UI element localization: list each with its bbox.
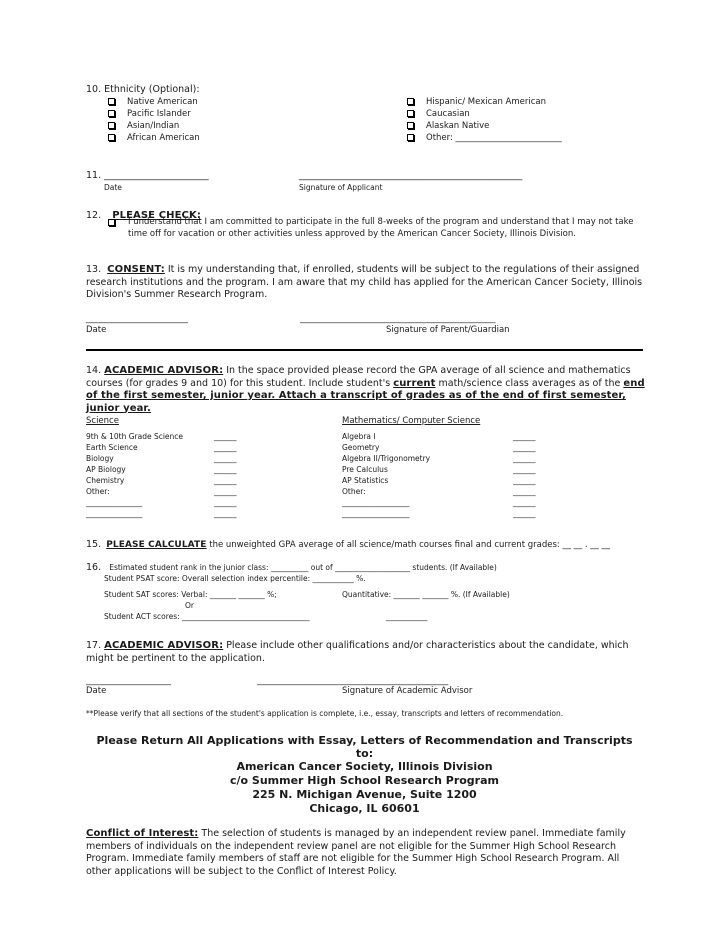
- act-score-blank[interactable]: ___________: [386, 612, 428, 621]
- math-column-heading: Mathematics/ Computer Science: [342, 416, 481, 426]
- section-divider: [86, 349, 643, 351]
- course-label: AP Biology: [86, 465, 126, 474]
- applicant-date-line[interactable]: 11. ______________________: [86, 170, 209, 181]
- grade-blank[interactable]: ______: [513, 465, 536, 474]
- grade-blank[interactable]: ______: [214, 498, 237, 507]
- course-label: Other:: [342, 487, 366, 496]
- advisor-qualifications: 17. ACADEMIC ADVISOR: Please include other qualifications and/or characteristics about the candidate, which might be pertinent to the application.: [86, 640, 629, 664]
- checkbox-icon[interactable]: [407, 110, 414, 117]
- course-blank-line[interactable]: __________________: [342, 509, 410, 518]
- checkbox-icon[interactable]: [108, 134, 115, 141]
- advisor-date-line[interactable]: ____________________: [86, 676, 171, 686]
- course-label: Chemistry: [86, 476, 125, 485]
- grade-blank[interactable]: ______: [513, 454, 536, 463]
- date-label: Date: [86, 325, 107, 335]
- course-label: AP Statistics: [342, 476, 389, 485]
- applicant-signature-label: Signature of Applicant: [299, 183, 383, 192]
- or-label: Or: [185, 601, 194, 610]
- grade-blank[interactable]: ______: [214, 454, 237, 463]
- ethnicity-option[interactable]: African American: [108, 133, 200, 143]
- ethnicity-option[interactable]: Pacific Islander: [108, 109, 191, 119]
- course-label: Algebra II/Trigonometry: [342, 454, 431, 463]
- course-label: Other:: [86, 487, 110, 496]
- course-label: 9th & 10th Grade Science: [86, 432, 184, 441]
- commitment-checkbox[interactable]: [108, 219, 115, 226]
- grade-blank[interactable]: ______: [214, 465, 237, 474]
- conflict-of-interest: Conflict of Interest: The selection of students is managed by an independent review panel. Immediate family members of individuals on the independent review panel are not eligible for the Summer High School Research Program. Immediate family members of staff are not eligible for the Summer High School Research Program. All other applications will be subject to the Conflict of Interest Policy.: [86, 828, 626, 877]
- date-label: Date: [104, 183, 122, 192]
- grade-blank[interactable]: ______: [214, 487, 237, 496]
- course-blank-line[interactable]: _______________: [86, 509, 143, 518]
- course-label: Geometry: [342, 443, 380, 452]
- course-label: Pre Calculus: [342, 465, 388, 474]
- advisor-signature-label: Signature of Academic Advisor: [342, 686, 473, 696]
- return-heading: Please Return All Applications with Essay, Letters of Recommendation and Transcripts to:: [96, 734, 633, 760]
- psat-score-line[interactable]: Student PSAT score: Overall selection index percentile: ___________ %.: [104, 574, 366, 583]
- grade-blank[interactable]: ______: [513, 476, 536, 485]
- consent-paragraph: 13. CONSENT: It is my understanding that, if enrolled, students will be subject to the regulations of their assigned research institutions and the program. I am aware that my child has applied for the American Cancer Society, Illinois Division's Summer Research Program.: [86, 264, 643, 300]
- course-label: Algebra I: [342, 432, 376, 441]
- checkbox-icon[interactable]: [407, 98, 414, 105]
- science-column-heading: Science: [86, 416, 119, 426]
- ethnicity-option[interactable]: Alaskan Native: [407, 121, 489, 131]
- address-line: Chicago, IL 60601: [309, 802, 420, 815]
- ethnicity-option[interactable]: Native American: [108, 97, 198, 107]
- grade-blank[interactable]: ______: [513, 443, 536, 452]
- address-line: c/o Summer High School Research Program: [229, 774, 499, 787]
- grade-blank[interactable]: ______: [513, 487, 536, 496]
- date-label: Date: [86, 686, 107, 696]
- ethnicity-option[interactable]: Other: _________________________: [407, 133, 562, 143]
- advisor-signature-line[interactable]: _____________________________________________: [257, 676, 449, 686]
- commitment-text: I understand that I am committed to participate in the full 8-weeks of the program and understand that I may not take time off for vacation or other activities unless approved by the American Cancer Society, Illinois Division.: [128, 217, 634, 239]
- sat-quantitative-line[interactable]: Quantitative: _______ _______ %. (If Available): [342, 590, 510, 599]
- course-label: Biology: [86, 454, 114, 463]
- ethnicity-option[interactable]: Hispanic/ Mexican American: [407, 97, 546, 107]
- course-label: Earth Science: [86, 443, 138, 452]
- grade-blank[interactable]: ______: [513, 509, 536, 518]
- checkbox-icon[interactable]: [108, 122, 115, 129]
- grade-blank[interactable]: ______: [513, 432, 536, 441]
- grade-blank[interactable]: ______: [214, 476, 237, 485]
- act-score-line[interactable]: Student ACT scores: __________________________________: [104, 612, 310, 621]
- checkbox-icon[interactable]: [407, 122, 414, 129]
- checkbox-icon[interactable]: [407, 134, 414, 141]
- checkbox-icon[interactable]: [108, 110, 115, 117]
- grade-blank[interactable]: ______: [513, 498, 536, 507]
- grade-blank[interactable]: ______: [214, 443, 237, 452]
- advisor-instructions: 14. ACADEMIC ADVISOR: In the space provided please record the GPA average of all science and mathematics courses (for grades 9 and 10) for this student. Include student's current math/science class averages as of the end of the first semester, junior year. Attach a transcript of grades as of the end of first semester, junior year.: [86, 365, 645, 414]
- parent-date-line[interactable]: ________________________: [86, 314, 188, 324]
- class-rank-line[interactable]: 16. Estimated student rank in the junior class: __________ out of ____________________ students. (If Available): [86, 562, 497, 573]
- grade-blank[interactable]: ______: [214, 509, 237, 518]
- ethnicity-heading: 10. Ethnicity (Optional):: [86, 84, 200, 95]
- parent-signature-line[interactable]: ______________________________________________: [300, 314, 496, 324]
- grade-blank[interactable]: ______: [214, 432, 237, 441]
- parent-signature-label: Signature of Parent/Guardian: [386, 325, 510, 335]
- address-line: 225 N. Michigan Avenue, Suite 1200: [252, 788, 477, 801]
- please-check-heading: 12. PLEASE CHECK:: [86, 210, 201, 221]
- applicant-signature-line[interactable]: _______________________________________________: [299, 170, 523, 181]
- sat-verbal-line[interactable]: Student SAT scores: Verbal: _______ _______ %;: [104, 590, 277, 599]
- gpa-calculation[interactable]: 15. PLEASE CALCULATE the unweighted GPA average of all science/math courses final and current grades: __ __ . __ __: [86, 539, 610, 550]
- checkbox-icon[interactable]: [108, 98, 115, 105]
- ethnicity-option[interactable]: Asian/Indian: [108, 121, 179, 131]
- course-blank-line[interactable]: __________________: [342, 498, 410, 507]
- verification-note: **Please verify that all sections of the student's application is complete, i.e., essay, transcripts and letters of recommendation.: [86, 709, 564, 718]
- ethnicity-option[interactable]: Caucasian: [407, 109, 470, 119]
- address-line: American Cancer Society, Illinois Division: [236, 760, 493, 773]
- course-blank-line[interactable]: _______________: [86, 498, 143, 507]
